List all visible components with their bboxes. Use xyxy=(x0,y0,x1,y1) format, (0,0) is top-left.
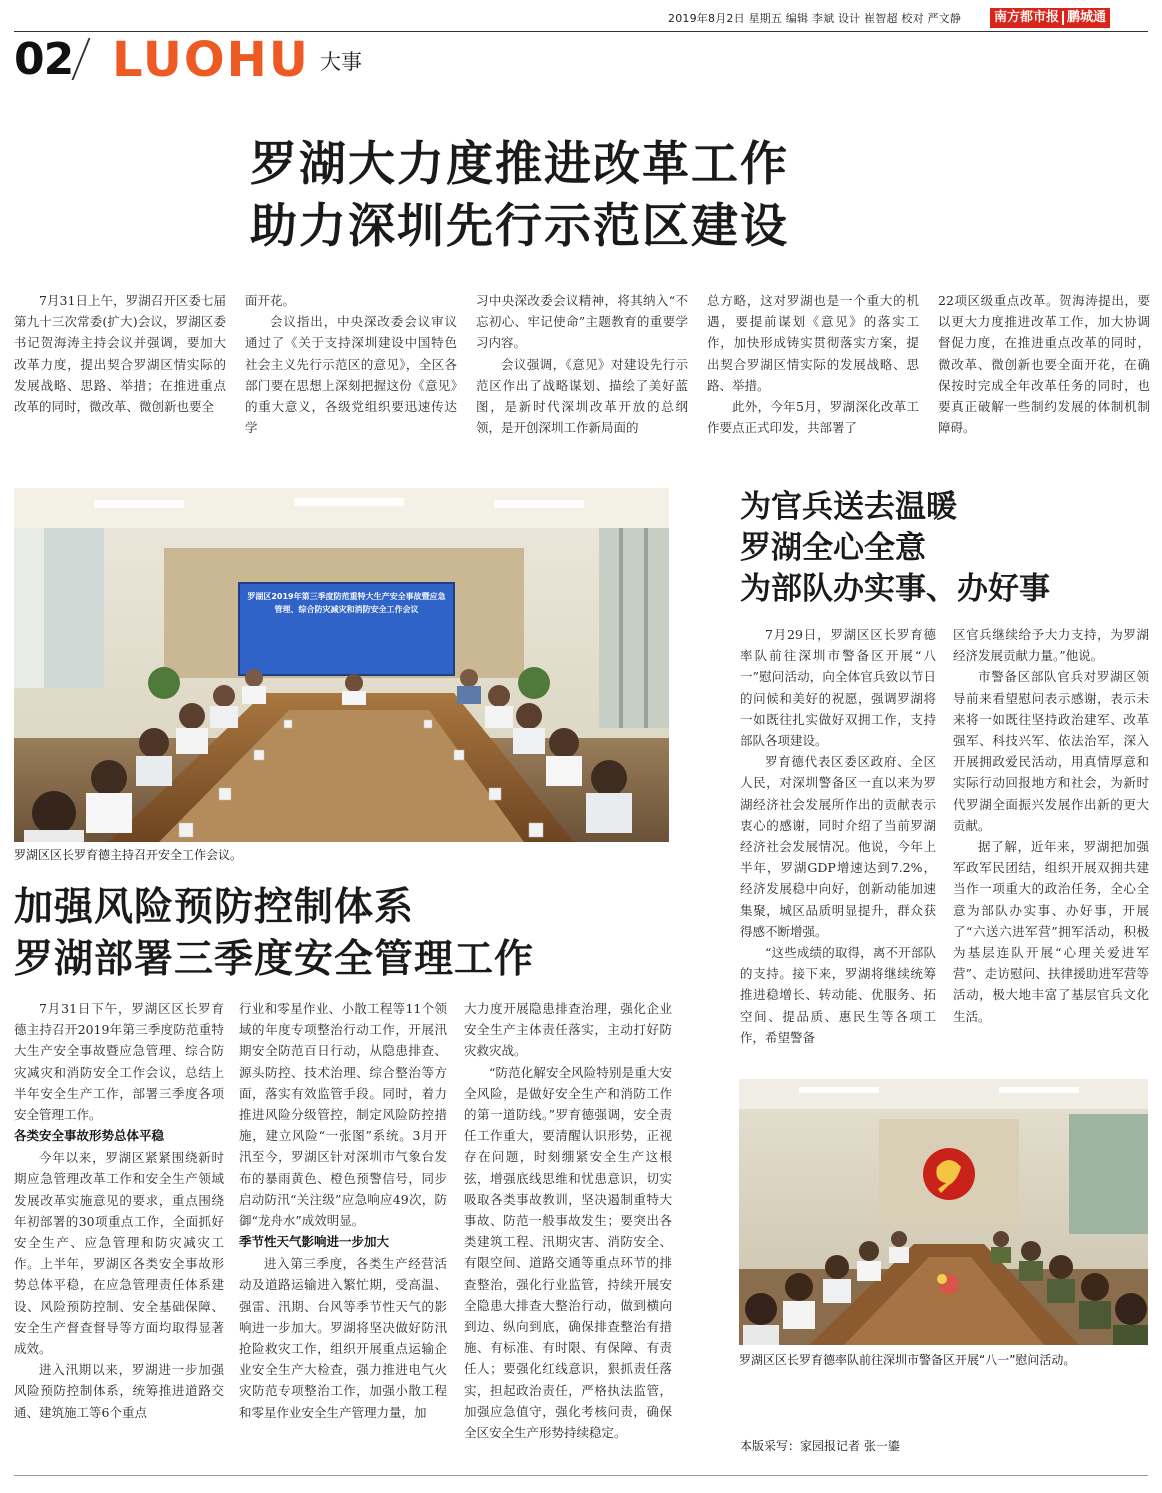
byline-credit: 本版采写：家园报记者 张一鎏 xyxy=(740,1439,900,1453)
section-subtitle: 大事 xyxy=(320,50,362,74)
story2-headline-line2: 罗湖全心全意 xyxy=(740,530,926,566)
header-slash xyxy=(72,38,91,80)
story1-paragraph: 会议强调，《意见》对建设先行示范区作出了战略谋划、描绘了美好蓝图，是新时代深圳改革开放的总纲领，是开创深圳工作新局面的 xyxy=(476,356,688,436)
page-number: 02 xyxy=(14,34,74,85)
story3-subheading: 各类安全事故形势总体平稳 xyxy=(14,1128,165,1144)
footer-rule xyxy=(14,1475,1148,1476)
story1-headline-line2: 助力深圳先行示范区建设 xyxy=(250,199,789,254)
brand-right: 鹏城通 xyxy=(1067,10,1107,25)
story2-paragraph: “这些成绩的取得，离不开部队的支持。接下来，罗湖将继续统筹推进稳增长、转动能、优服务、拓空间、提品质、惠民生等各项工作，希望警备 xyxy=(740,945,936,1045)
story1-col5 xyxy=(938,290,1150,438)
brand-separator xyxy=(1062,11,1064,25)
story2-paragraph: 罗育德代表区委区政府、全区人民，对深圳警备区一直以来为罗湖经济社会发展所作出的贡献表示衷心的感谢，同时介绍了当前罗湖经济社会发展情况。他说，今年上半年，罗湖GDP增速达到7.2%，经济发展稳中向好，创新动能加速集聚，城区品质明显提升，群众获得感不断增强。 xyxy=(740,754,936,939)
story2-headline-line1: 为官兵送去温暖 xyxy=(740,489,957,525)
story1-paragraph: 习中央深改委会议精神，将其纳入“不忘初心、牢记使命”主题教育的重要学习内容。 xyxy=(476,293,688,351)
story1-col3 xyxy=(476,290,688,438)
issue-meta: 2019年8月2日 星期五 编辑 李斌 设计 崔智超 校对 严文静 xyxy=(668,12,962,25)
story1-paragraph: 22项区级重点改革。贺海涛提出，要以更大力度推进改革工作，加大协调督促力度，在推进重点改革的同时，微改革、微创新也要全面开花，在确保按时完成全年改革任务的同时，也要真正破解一些制约发展的体制机制障碍。 xyxy=(938,293,1150,436)
story2-paragraph: 据了解，近年来，罗湖把加强军政军民团结，组织开展双拥共建当作一项重大的政治任务，全心全意为部队办实事、办好事，开展了“六送六进军营”拥军活动，积极为基层连队开展“心理关爱进军营”、走访慰问、扶律援助进军营等活动，极大地丰富了基层官兵文化生活。 xyxy=(953,839,1149,1024)
story3-headline-line1: 加强风险预防控制体系 xyxy=(14,885,415,930)
story3-col1 xyxy=(14,998,224,1423)
story3-paragraph: 进入第三季度，各类生产经营活动及道路运输进入繁忙期，受高温、强雷、汛期、台风等季节性天气的影响进一步加大。罗湖将坚决做好防汛抢险救灾工作，组织开展重点运输企业安全生产大检查，强力推进电气火灾防范专项整治工作，加强小散工程和零星作业安全生产管理力量，加 xyxy=(239,1256,447,1420)
story1-paragraph: 面开花。 xyxy=(245,293,296,308)
story3-subheading: 季节性天气影响进一步加大 xyxy=(239,1234,390,1250)
story3-paragraph: 进入汛期以来，罗湖进一步加强风险预防控制体系，统筹推进道路交通、建筑施工等6个重点 xyxy=(14,1362,224,1420)
story3-paragraph: 大力度开展隐患排查治理，强化企业安全生产主体责任落实，主动打好防灾救灾战。 xyxy=(464,1001,672,1059)
brand-left: 南方都市报 xyxy=(994,10,1060,25)
story3-col3 xyxy=(464,998,672,1443)
story3-paragraph: 今年以来，罗湖区紧紧围绕新时期应急管理改革工作和安全生产领域发展改革实施意见的要求，重点围绕年初部署的30项重点工作，全面抓好安全生产、应急管理和防灾减灾工作。上半年，罗湖区各类安全事故形势总体平稳，在应急管理责任体系建设、风险预防控制、安全基础保障、安全生产督查督导等方面均取得显著成效。 xyxy=(14,1150,224,1357)
meeting-photo-caption: 罗湖区区长罗育德主持召开安全工作会议。 xyxy=(14,848,243,862)
section-title: LUOHU xyxy=(112,32,310,88)
story1-paragraph: 此外，今年5月，罗湖深化改革工作要点正式印发，共部署了 xyxy=(707,399,919,436)
story2-paragraph: 市警备区部队官兵对罗湖区领导前来看望慰问表示感谢，表示未来将一如既往坚持政治建军、改革强军、科技兴军、依法治军，深入开展拥政爱民活动，用真情厚意和实际行动回报地方和社会，为新时代罗湖全面振兴发展作出新的更大贡献。 xyxy=(953,669,1149,833)
story1-paragraph: 总方略，这对罗湖也是一个重大的机遇，要提前谋划《意见》的落实工作，加快形成铸实贯彻落实方案，提出契合罗湖区情实际的发展战略、思路、举措。 xyxy=(707,293,919,393)
story2-col2 xyxy=(953,624,1149,1027)
story1-paragraph: 7月31日上午，罗湖召开区委七届第九十三次常委(扩大)会议，罗湖区委书记贺海涛主持会议并强调，要加大改革力度，提出契合罗湖区情实际的发展战略、思路、举措；在推进重点改革的同时，微改革、微创新也要全 xyxy=(14,293,226,415)
story2-col1 xyxy=(740,624,936,1048)
story3-paragraph: 行业和零星作业、小散工程等11个领域的年度专项整治行动工作，开展汛期安全防范百日行动，从隐患排查、源头防控、技术治理、综合整治等方面，落实有效监管手段。同时，着力推进风险分级管控，制定风险防控措施，建立风险“一张图”系统。3月开汛至今，罗湖区针对深圳市气象台发布的暴雨黄色、橙色预警信号，同步启动防汛“关注级”应急响应49次，防御“龙舟水”成效明显。 xyxy=(239,1001,447,1229)
military-visit-photo xyxy=(739,1079,1148,1345)
story1-headline-line1: 罗湖大力度推进改革工作 xyxy=(250,137,789,192)
story2-paragraph: 区官兵继续给予大力支持，为罗湖经济发展贡献力量。”他说。 xyxy=(953,627,1149,664)
story3-headline-line2: 罗湖部署三季度安全管理工作 xyxy=(14,937,535,982)
story3-col2 xyxy=(239,998,447,1423)
banner-text: 罗湖区2019年第三季度防范重特大生产安全事故暨应急管理、综合防灾减灾和消防安全工作会议 xyxy=(247,592,446,614)
story1-col4 xyxy=(707,290,919,438)
story1-headline xyxy=(250,134,789,258)
story3-paragraph: 7月31日下午，罗湖区区长罗育德主持召开2019年第三季度防范重特大生产安全事故暨应急管理、综合防灾减灾和消防安全工作会议，总结上半年安全生产工作，部署三季度各项安全管理工作。 xyxy=(14,1001,224,1123)
newspaper-logo xyxy=(990,8,1110,28)
story1-col1 xyxy=(14,290,226,417)
story1-paragraph: 会议指出，中央深改委会议审议通过了《关于支持深圳建设中国特色社会主义先行示范区的意见》，全区各部门要在思想上深刻把握这份《意见》的重大意义，各级党组织要迅速传达学 xyxy=(245,314,457,436)
story2-headline xyxy=(740,487,1050,610)
story2-paragraph: 7月29日，罗湖区区长罗育德率队前往深圳市警备区开展“八一”慰问活动，向全体官兵致以节日的问候和美好的祝愿，强调罗湖将一如既往扎实做好双拥工作，支持部队各项建设。 xyxy=(740,627,936,749)
story3-headline xyxy=(14,882,534,986)
meeting-photo xyxy=(14,488,669,842)
military-visit-photo-caption: 罗湖区区长罗育德率队前往深圳市警备区开展“八一”慰问活动。 xyxy=(739,1353,1076,1367)
story2-headline-line3: 为部队办实事、办好事 xyxy=(740,571,1050,607)
story3-paragraph: “防范化解安全风险特别是重大安全风险，是做好安全生产和消防工作的第一道防线。”罗育德强调，安全责任工作重大，要清醒认识形势，正视存在问题，时刻绷紧安全生产这根弦，增强底线思维和忧患意识，切实吸取各类事故教训，坚决遏制重特大事故、防范一般事故发生；要突出各类建筑工程、汛期灾害、消防安全、有限空间、道路交通等重点环节的排查整治，强化行业监管，持续开展安全隐患大排查大整治行动，做到横向到边、纵向到底，确保排查整治有措施、有标准、有时限、有保障、有责任人；要强化红线意识，狠抓责任落实，担起政治责任，严格执法监管，加强应急值守，强化考核问责，确保全区安全生产形势持续稳定。 xyxy=(464,1064,672,1441)
story1-col2 xyxy=(245,290,457,438)
